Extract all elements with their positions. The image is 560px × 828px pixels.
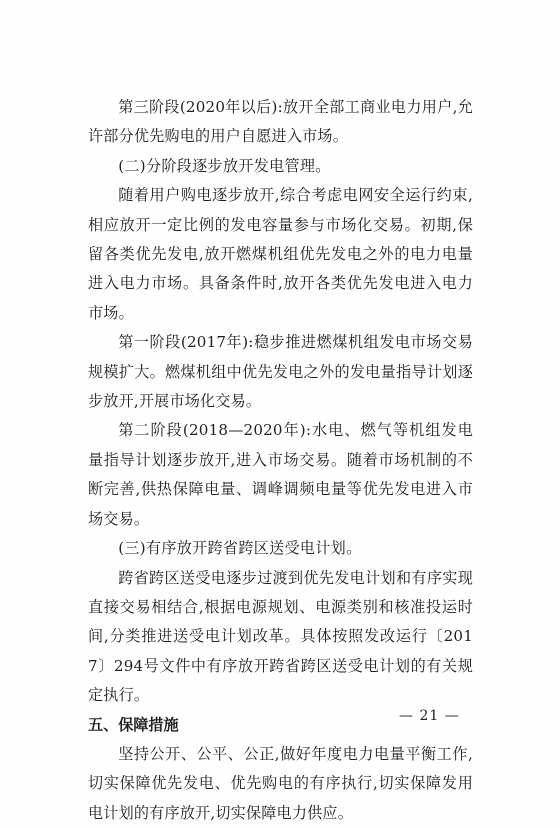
page-number: — 21 — — [399, 708, 460, 724]
paragraph-stage-two: 第二阶段(2018—2020年):水电、燃气等机组发电量指导计划逐步放开,进入市场交易。随着市场机制的不断完善,供热保障电量、调峰调频电量等优先发电进入市场交易。 — [88, 421, 473, 528]
paragraph-stage-one: 第一阶段(2017年):稳步推进燃煤机组发电市场交易规模扩大。燃煤机组中优先发电之外的发电量指导计划逐步放开,开展市场化交易。 — [88, 333, 473, 411]
paragraph-generation-opening: 随着用户购电逐步放开,综合考虑电网安全运行约束,相应放开一定比例的发电容量参与市场化交易。初期,保留各类优先发电,放开燃煤机组优先发电之外的电力电量进入电力市场。具备条件时,放开各类优先发电进入电力市场。 — [88, 186, 473, 322]
paragraph-stage-three: 第三阶段(2020年以后):放开全部工商业电力用户,允许部分优先购电的用户自愿进入市场。 — [88, 98, 473, 146]
section-heading-safeguards: 五、保障措施 — [88, 715, 179, 734]
paragraph-cross-region: 跨省跨区送受电逐步过渡到优先发电计划和有序实现直接交易相结合,根据电源规划、电源类别和核准投运时间,分类推进送受电计划改革。具体按照发改运行〔2017〕294号文件中有序放开跨省跨区送受电计划的有关规定执行。 — [88, 568, 473, 705]
paragraph-safeguards: 坚持公开、公平、公正,做好年度电力电量平衡工作,切实保障优先发电、优先购电的有序执行,切实保障发用电计划的有序放开,切实保障电力供应。 — [88, 744, 473, 822]
subheading-generation-management: (二)分阶段逐步放开发电管理。 — [118, 156, 331, 175]
subheading-cross-region-plan: (三)有序放开跨省跨区送受电计划。 — [118, 539, 362, 558]
